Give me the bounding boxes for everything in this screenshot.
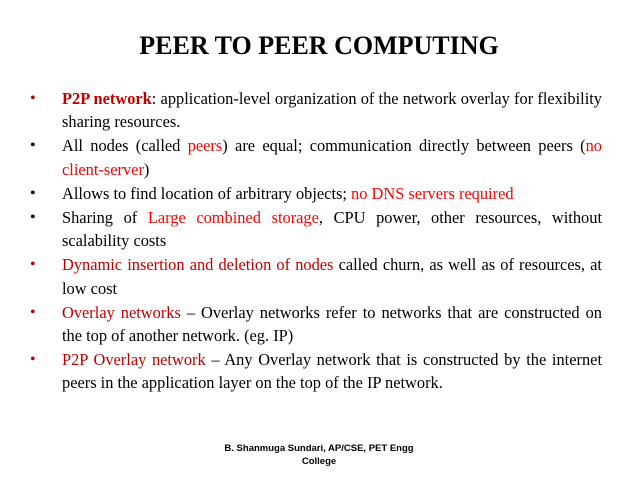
bullet-dot-icon: • <box>30 209 36 227</box>
bullet-text: called churn, as well as of resources, at low cost <box>62 255 602 298</box>
highlighted-text: Overlay networks <box>62 302 181 322</box>
bullet-text: , CPU power, other resources, without scalability costs <box>62 208 602 251</box>
bullet-item <box>30 253 602 299</box>
footer-college-line: College <box>301 456 337 467</box>
bullet-text: Allows to find location of arbitrary objects; <box>62 183 352 203</box>
bullet-item <box>30 348 602 394</box>
bullet-text: – Any Overlay network that is constructed by the internet peers in the application layer on the top of the IP network. <box>62 350 602 393</box>
bullet-dot-icon: • <box>30 137 36 155</box>
bullet-text: ) are equal; communication directly between peers ( <box>222 136 586 156</box>
bullet-item <box>30 206 602 252</box>
bullet-dot-icon: • <box>30 184 36 202</box>
bullet-list <box>30 87 602 396</box>
bullet-item <box>30 134 602 180</box>
highlighted-text: Dynamic insertion and deletion of nodes <box>62 255 334 275</box>
bullet-text: – Overlay networks refer to networks that are constructed on the top of another network. (eg. IP) <box>62 302 602 346</box>
bullet-dot-icon: • <box>30 303 36 321</box>
slide-footer <box>180 442 458 468</box>
bullet-item <box>30 301 602 347</box>
bullet-dot-icon: • <box>30 256 36 274</box>
footer-author-line: B. Shanmuga Sundari, AP/CSE, PET Engg <box>224 443 414 454</box>
highlighted-text: peers <box>187 136 223 156</box>
slide-title: PEER TO PEER COMPUTING <box>139 31 499 60</box>
highlighted-text: no client-server <box>62 136 602 179</box>
highlighted-text: no DNS servers required <box>351 183 514 203</box>
bullet-text: : application-level organization of the network overlay for flexibility sharing resources. <box>62 89 602 132</box>
highlighted-text: P2P network <box>62 89 152 108</box>
highlighted-text: Large combined storage <box>147 208 319 228</box>
bullet-dot-icon: • <box>30 351 36 369</box>
bullet-dot-icon: • <box>30 90 36 107</box>
bullet-item <box>30 182 602 205</box>
bullet-text: ) <box>143 159 150 179</box>
bullet-text: All nodes (called <box>62 136 188 156</box>
highlighted-text: P2P Overlay network <box>62 350 206 370</box>
bullet-text: Sharing of <box>62 208 148 228</box>
bullet-item <box>30 87 602 133</box>
